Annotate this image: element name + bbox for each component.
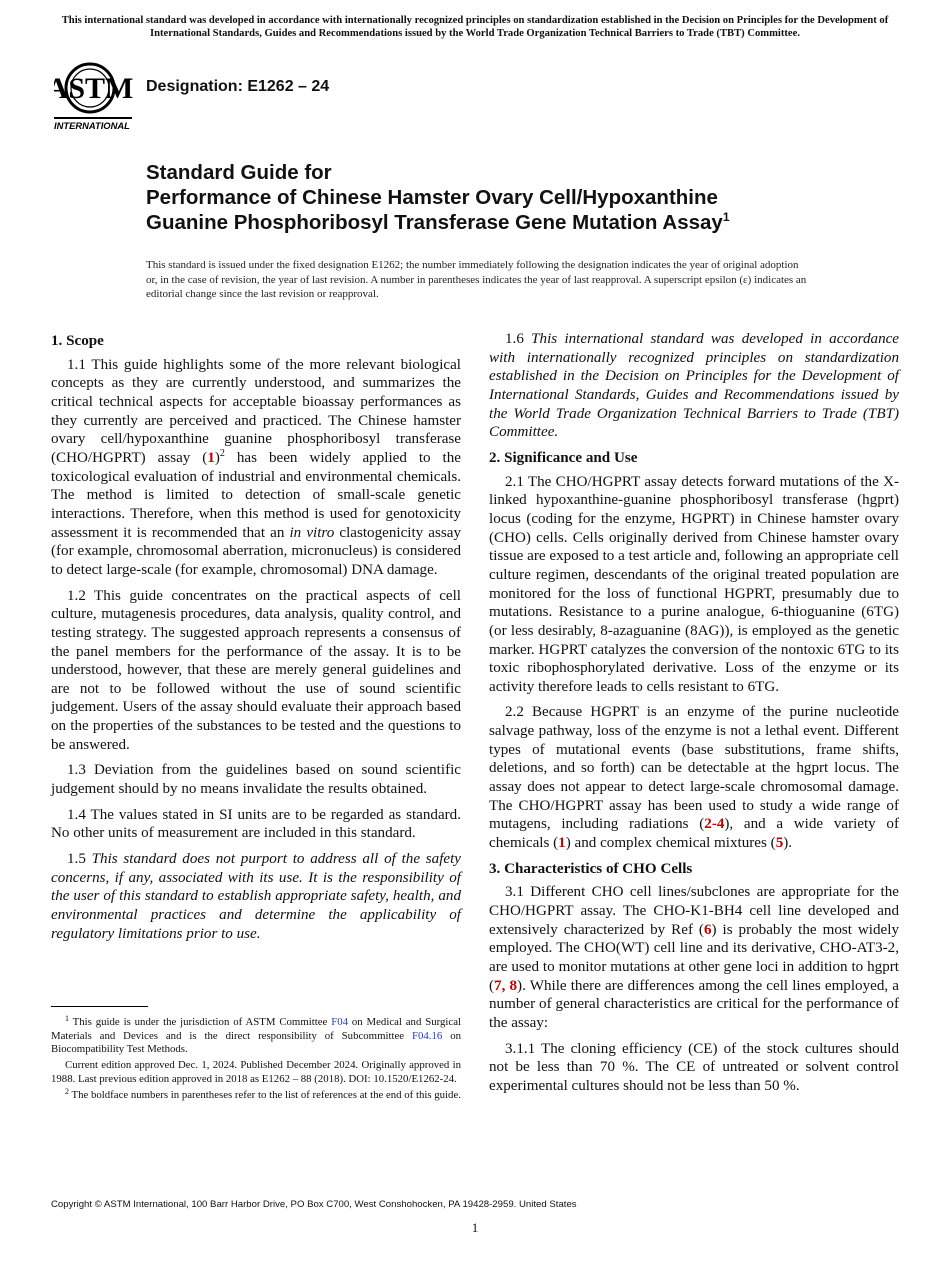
paragraph-1-6-text: This international standard was developed in accordance with internationally recognized principles on standardization established in the Decision on Principles for the Development of International Standards, Guides and Recommendations issued by the World Trade Organization Technical Barriers to Trade (TBT) Committee. xyxy=(489,331,900,441)
footnote-1-text-c: on Biocompatibility Test Methods. xyxy=(51,1029,461,1056)
paragraph-3-1-1: 3.1.1 The cloning efficiency (CE) of the stock cultures should not be less than 70 %. The CE of untreated or solvent control experimental cultures should not be less than 50 %. xyxy=(489,1040,899,1094)
paragraph-1-6 xyxy=(489,330,899,442)
committee-link-f04[interactable]: F04 xyxy=(331,1016,348,1028)
astm-logo-mark: ASTM xyxy=(54,72,134,105)
footnote-1-text-b: on Medical and Surgical Materials and Devices and is the direct responsibility of Subcommittee xyxy=(51,1016,462,1042)
astm-logo-icon xyxy=(54,58,134,132)
footnote-1-mark: 1 xyxy=(65,1014,69,1023)
paragraph-1-5-number: 1.5 xyxy=(67,851,92,868)
subcommittee-link-f04-16[interactable]: F04.16 xyxy=(411,1029,443,1042)
issue-note: This standard is issued under the fixed designation E1262; the number immediately following the designation indicates the year of original adoption or, in the case of revision, the year of last revision. A number in parentheses indicates the year of last reapproval. A superscript epsilon (ε) indicates an editorial change since the last revision or reapproval. xyxy=(146,259,807,300)
paragraph-1-5 xyxy=(51,850,461,943)
copyright-line: Copyright © ASTM International, 100 Barr Harbor Drive, PO Box C700, West Conshohocken, PA 19428-2959. United States xyxy=(51,1199,577,1210)
paragraph-3-1-text-a: 3.1 Different CHO cell lines/subclones are appropriate for the CHO/HGPRT assay. The CHO-K1-BH4 cell line developed and extensively characterized by Ref ( xyxy=(489,884,899,938)
top-notice: This international standard was developed in accordance with internationally recognized principles on standardization established in the Decision on Principles for the Development of International Standards, Guides and Recommendations issued by the World Trade Organization Technical Barriers to Trade (TBT) Committee. xyxy=(61,15,889,39)
astm-logo xyxy=(54,58,134,132)
logo-international-text: INTERNATIONAL xyxy=(54,120,130,131)
paragraph-2-2-text-a: 2.2 Because HGPRT is an enzyme of the purine nucleotide salvage pathway, loss of the enzyme is not a lethal event. Different types of mutational events (base substitutions, frame shifts, deletions, and so forth) can be detectable at the hgprt locus. The assay does not appear to detect large-scale chromosomal damage. The CHO/HGPRT assay has been used to study a wide range of mutagens, including radiations ( xyxy=(489,704,899,833)
paragraph-2-2-text-c: ) and complex chemical mixtures ( xyxy=(565,835,776,852)
paragraph-2-2 xyxy=(489,703,899,852)
reference-link-1[interactable]: 1 xyxy=(207,449,215,466)
title-line-3-text: Guanine Phosphoribosyl Transferase Gene Mutation Assay xyxy=(146,211,723,234)
paragraph-2-2-text-b: ), and a wide variety of chemicals ( xyxy=(489,816,899,852)
paragraph-1-6-number: 1.6 xyxy=(505,331,532,347)
footnote-approval: Current edition approved Dec. 1, 2024. Published December 2024. Originally approved in 1988. Last previous edition approved in 2018 as E1262 – 88 (2018). DOI: 10.1520/E1262-24. xyxy=(51,1059,461,1085)
paragraph-1-3: 1.3 Deviation from the guidelines based on sound scientific judgement should by no means invalidate the results obtained. xyxy=(51,762,461,798)
footnote-2-text: The boldface numbers in parentheses refer to the list of references at the end of this guide. xyxy=(69,1088,461,1101)
paragraph-1-5-text: This standard does not purport to address all of the safety concerns, if any, associated with its use. It is the responsibility of the user of this standard to establish appropriate safety, health, and environmental practices and determine the applicability of regulatory limitations prior to use. xyxy=(51,851,462,942)
footnote-divider xyxy=(51,1006,148,1007)
footnote-2-mark: 2 xyxy=(65,1086,69,1096)
title-footnote-mark: 1 xyxy=(722,210,730,224)
footnote-1-text-a: This guide is under the jurisdiction of ASTM Committee xyxy=(69,1016,332,1028)
paragraph-3-1-text-b: ) is probably the most widely employed. The CHO(WT) cell line and its derivative, CHO-AT3-2, are used to monitor mutations at other gene loci in addition to hgprt ( xyxy=(489,921,899,994)
reference-link-5[interactable]: 5 xyxy=(775,835,784,852)
paragraph-1-1-text-d: clastogenicity assay (for example, chromosomal aberration, micronucleus) is considered to detect large-scale (for example, chromosomal) DNA damage. xyxy=(51,524,461,578)
paragraph-1-1-italic: in vitro xyxy=(289,524,335,541)
title-line-2: Performance of Chinese Hamster Ovary Cell/Hypoxanthine xyxy=(146,186,718,209)
reference-link-1b[interactable]: 1 xyxy=(558,835,566,852)
title-line-1: Standard Guide for xyxy=(146,161,332,184)
paragraph-1-2: 1.2 This guide concentrates on the practical aspects of cell culture, mutagenesis procedures, data analysis, quality control, and testing strategy. The suggested approach represents a consensus of the panel members for the performance of the assay. It is to be understood, however, that these are merely general guidelines and are not to be followed without the use of sound scientific judgement. Users of the assay should evaluate their approach based on the properties of the substances to be tested and the questions to be answered. xyxy=(51,587,461,753)
page-number: 1 xyxy=(471,1220,479,1235)
footnote-mark-2: 2 xyxy=(219,447,225,459)
section-heading-scope: 1. Scope xyxy=(51,333,104,349)
left-column xyxy=(51,330,461,950)
paragraph-1-1 xyxy=(51,356,461,580)
paragraph-3-1-text-c: ). While there are differences among the cell lines employed, a number of general characteristics are critical for the performance of the assay: xyxy=(489,977,899,1031)
document-title xyxy=(146,160,866,235)
paragraph-2-2-text-d: ). xyxy=(783,835,793,852)
paragraph-1-1-text-c: has been widely applied to the toxicological evaluation of industrial and environmental chemicals. The method is limited to detection of small-scale genetic interactions. Therefore, when this method is used for genotoxicity assessment it is recommended that an xyxy=(51,449,461,541)
right-column xyxy=(489,330,899,1103)
title-line-3 xyxy=(146,210,866,235)
reference-link-2-4[interactable]: 2-4 xyxy=(704,816,725,833)
paragraph-1-4: 1.4 The values stated in SI units are to be regarded as standard. No other units of measurement are included in this standard. xyxy=(51,806,461,842)
reference-link-7-8[interactable]: 7, 8 xyxy=(494,977,518,994)
footnotes xyxy=(51,1016,461,1104)
paragraph-2-1: 2.1 The CHO/HGPRT assay detects forward mutations of the X-linked hypoxanthine-guanine phosphoribosyl transferase (hgprt) locus (coding for the enzyme, HGPRT) in Chinese hamster ovary (CHO) cells. Cells originally derived from Chinese hamster ovary tissue are exposed to a test article and, following an appropriate cell culture regimen, descendants of the original treated population are monitored for the loss of functional HGPRT, presumably due to mutations. Resistance to a purine analogue, 6-thioguanine (6TG) (or less desirably, 8-azaguanine (8AG)), is employed as the genetic marker. HGPRT catalyzes the conversion of the nontoxic 6TG to its toxic ribophosphorylated derivative. Loss of the enzyme or its activity therefore leads to cells resistant to 6TG. xyxy=(489,473,899,695)
paragraph-3-1 xyxy=(489,883,899,1032)
reference-link-6[interactable]: 6 xyxy=(703,921,712,938)
paragraph-1-1-text-a: 1.1 This guide highlights some of the more relevant biological concepts as they are currently understood, and summarizes the critical technical aspects for acceptable bioassay performances as they currently are perceived and practiced. The Chinese hamster ovary cell/hypoxanthine guanine phosphoribosyl transferase (CHO/HGPRT) assay ( xyxy=(51,356,461,466)
paragraph-1-1-text-b: ) xyxy=(214,449,220,466)
footnote-2 xyxy=(51,1086,461,1103)
designation: Designation: E1262 – 24 xyxy=(146,78,330,95)
section-heading-characteristics: 3. Characteristics of CHO Cells xyxy=(489,860,693,877)
footnote-1 xyxy=(51,1016,461,1057)
section-heading-significance: 2. Significance and Use xyxy=(489,449,638,466)
